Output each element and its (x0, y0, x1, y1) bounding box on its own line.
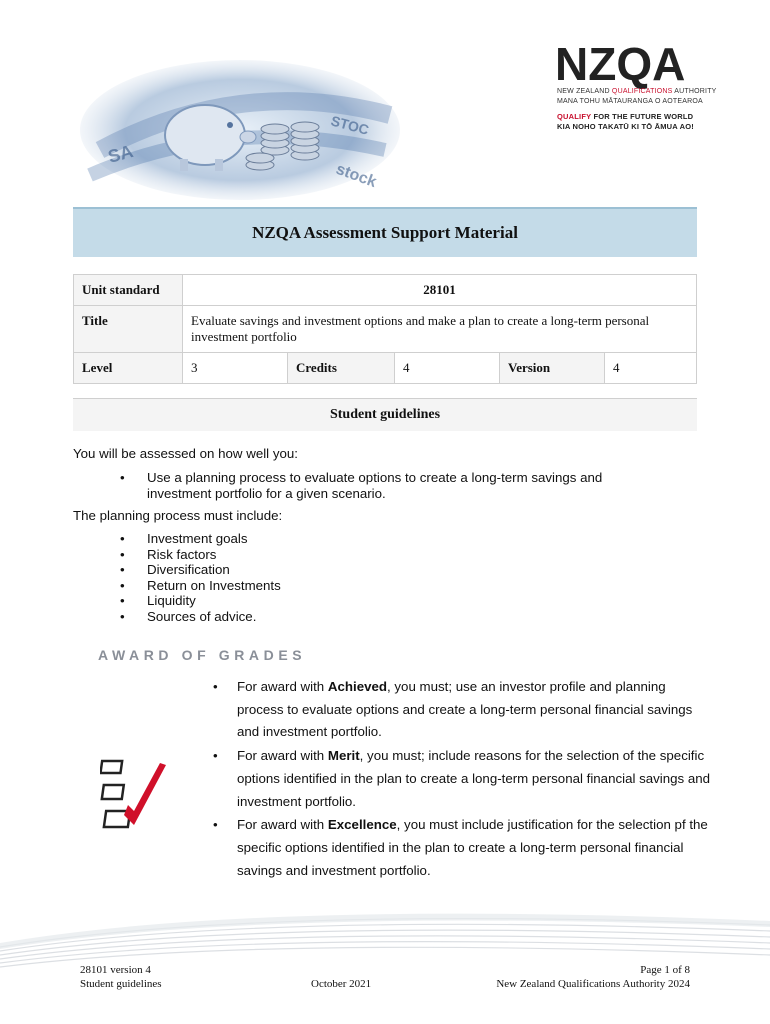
logo-tagline: QUALIFY FOR THE FUTURE WORLD (557, 112, 694, 121)
footer-left (80, 963, 162, 991)
nzqa-wordmark-icon (555, 40, 715, 90)
unit-standard-label: Unit standard (74, 275, 183, 306)
student-guidelines-heading (73, 398, 697, 431)
list-item: • Sources of advice. (120, 609, 281, 625)
version-value: 4 (605, 353, 697, 384)
logo-line-authority: NEW ZEALAND QUALIFICATIONS AUTHORITY (557, 88, 717, 95)
level-value: 3 (183, 353, 288, 384)
footer-version: 28101 version 4 (80, 964, 151, 976)
footer-page-number: Page 1 of 8 (640, 964, 690, 976)
table-row (74, 306, 697, 353)
student-guidelines-heading-text: Student guidelines (329, 407, 441, 422)
footer-date: October 2021 (311, 978, 372, 990)
document-title-band (73, 207, 697, 257)
checklist-icon (100, 755, 172, 833)
award-merit: • For award with Merit, you must; include reasons for the selection of the specific options identified in the plan to create a long-term personal financial savings and investment portfolio. (213, 745, 713, 813)
assessed-list (120, 470, 602, 501)
table-row (74, 275, 697, 306)
title-value: Evaluate savings and investment options and make a plan to create a long-term personal investment portfolio (183, 306, 697, 353)
logo-tagline-maori: KIA NOHO TAKATŪ KI TŌ ĀMUA AO! (557, 122, 694, 131)
svg-text:SA: SA (105, 141, 136, 167)
award-of-grades-heading: AWARD OF GRADES (98, 647, 307, 663)
unit-standard-value: 28101 (183, 275, 697, 306)
award-achieved: • For award with Achieved, you must; use an investor profile and planning process to evaluate options and create a long-term personal financial savings and investment portfolio. (213, 676, 713, 744)
svg-text:NZQA: NZQA (555, 40, 686, 90)
list-item: • Liquidity (120, 593, 281, 609)
level-label: Level (74, 353, 183, 384)
unit-info-table (73, 274, 697, 384)
version-label: Version (500, 353, 605, 384)
award-list (213, 676, 713, 883)
award-excellence: • For award with Excellence, you must include justification for the selection pf the specific options identified in the plan to create a long-term personal financial savings and investment portfolio. (213, 814, 713, 882)
list-item: • Use a planning process to evaluate options to create a long-term savings and investment portfolio for a given scenario. (120, 470, 602, 501)
list-item: • Return on Investments (120, 578, 281, 594)
assessment-intro: You will be assessed on how well you: (73, 446, 298, 461)
credits-value: 4 (395, 353, 500, 384)
svg-text:STOC: STOC (329, 112, 371, 138)
list-item: • Diversification (120, 562, 281, 578)
process-intro: The planning process must include: (73, 508, 283, 523)
svg-text:stock: stock (333, 160, 379, 192)
process-list (120, 531, 281, 624)
list-item: • Risk factors (120, 547, 281, 563)
credits-label: Credits (288, 353, 395, 384)
savings-header-image (80, 55, 400, 215)
footer-doc-type: Student guidelines (80, 978, 162, 990)
list-item: • Investment goals (120, 531, 281, 547)
document-title: NZQA Assessment Support Material (252, 223, 518, 242)
footer-copyright: New Zealand Qualifications Authority 2024 (496, 978, 690, 990)
title-label: Title (74, 306, 183, 353)
footer-right (496, 963, 690, 991)
nzqa-logo (555, 40, 715, 135)
table-row (74, 353, 697, 384)
logo-line-maori: MANA TOHU MĀTAURANGA O AOTEAROA (557, 98, 703, 105)
